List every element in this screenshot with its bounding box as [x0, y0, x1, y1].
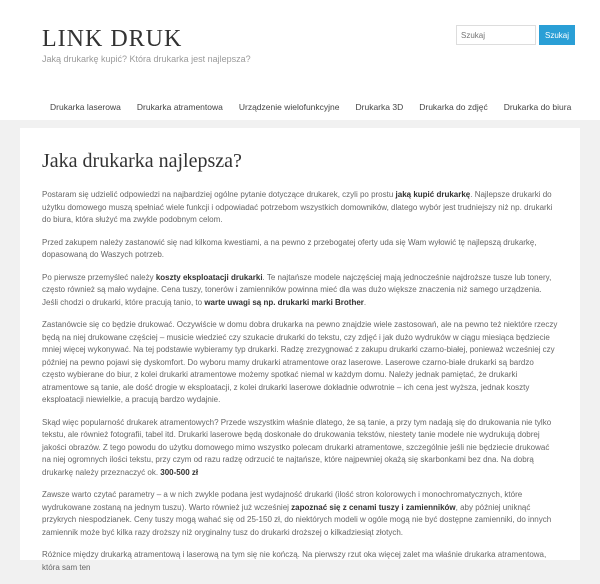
article-paragraph-6	[42, 489, 558, 539]
article-paragraph-1	[42, 189, 558, 227]
site-header	[0, 0, 600, 120]
paragraph-text: Postaram się udzielić odpowiedzi na najbardziej ogólne pytanie dotyczące drukarek, czyli po prostu	[42, 190, 396, 199]
article-title: Jaka drukarka najlepsza?	[42, 150, 558, 173]
nav-item-urzadzenie-wielofunkcyjne[interactable]: Urządzenie wielofunkcyjne	[231, 96, 348, 119]
article-paragraph-4: Zastanówcie się co będzie drukować. Oczywiście w domu dobra drukarka na pewno znajdzie wiele zastosowań, ale na pewno też niektóre rzeczy będą na niej drukowane częściej – musicie wiedzieć czy szukacie drukarki do tekstu, czy zdjęć i jak dużo wydruków w ciągu miesiąca będziecie mniej więcej wykonywać. Na tej podstawie wybieramy typ drukarki. Radzę zrezygnować z zakupu drukarki czarno-białej, ponieważ wcześniej czy później na pewno pojawi się dyskomfort. Do wyboru mamy drukarki atramentowe oraz laserowe. Laserowe czarno-białe drukarki są bardzo często wybierane do biur, z kolei drukarki atramentowe możemy spotkać niemal w każdym domu. Należy jednak pamiętać, że drukarki atramentowe są tanie, ale dość drogie w eksploatacji, z kolei drukarki laserowe dokładnie odwrotnie – ich cena jest wyższa, jednak koszty eksploatacji niewielkie, a pracują bardzo wydajnie.	[42, 319, 558, 407]
nav-item-drukarka-do-biura[interactable]: Drukarka do biura	[496, 96, 580, 119]
nav-item-drukarka-atramentowa[interactable]: Drukarka atramentowa	[129, 96, 231, 119]
bold-text: koszty eksploatacji drukarki	[156, 273, 263, 282]
bold-text: jaką kupić drukarkę	[396, 190, 471, 199]
article-paragraph-5	[42, 417, 558, 480]
article	[42, 150, 558, 584]
nav-item-drukarka-do-zdjec[interactable]: Drukarka do zdjęć	[411, 96, 496, 119]
brother-printers-link[interactable]: warte uwagi są np. drukarki marki Brother	[204, 298, 364, 307]
article-paragraph-3	[42, 272, 558, 310]
site-description: Jaką drukarkę kupić? Która drukarka jest najlepsza?	[42, 54, 251, 64]
article-paragraph-2: Przed zakupem należy zastanowić się nad kilkoma kwestiami, a na pewno z przebogatej oferty uda się Wam wyłowić tę najlepszą drukarkę, dopasowaną do Waszych potrzeb.	[42, 237, 558, 262]
search-input[interactable]	[456, 25, 536, 45]
site-title[interactable]: LINK DRUK	[42, 26, 182, 53]
main-content	[20, 128, 580, 560]
paragraph-text: Zawsze warto czytać parametry – a w nich zwykle podana jest wydajność drukarki (ilość stron kolorowych i monochromatycznych, które wydrukowane zostaną na jednym tuszu). Warto również już wcześniej	[42, 490, 522, 512]
search-button[interactable]: Szukaj	[539, 25, 575, 45]
main-navigation	[42, 96, 580, 119]
paragraph-text: , aby później uniknąć przykrych niespodzianek. Ceny tuszy mogą wahać się od 25-150 zł, do niektórych modeli w ogóle mogą nie być dostępne zamienniki, do innych zamiennik może być kilka razy droższy niż oryginalny tusz do drukarki droższej o kilkadziesiąt złotych.	[42, 503, 551, 537]
paragraph-text: Skąd więc popularność drukarek atramentowych? Przede wszystkim właśnie dlatego, że są tanie, a przy tym nadają się do drukowania nie tylko tekstu, ale również fotografii, tabel itd. Drukarki laserowe będą doskonałe do drukowania tekstów, niestety tanie modele nie wydrukują dobrej jakości obrazów. Z tego powodu do użytku domowego mimo wszystko polecam drukarki atramentowe, szczególnie jeśli nie będziecie drukować na niej ogromnych ilości tekstu, przy czym od razu radzę odrzucić te najtańsze, które najpewniej okażą się skarbonkami bez dna. Na dobrą drukarkę należy przeznaczyć ok.	[42, 418, 551, 477]
nav-item-drukarka-3d[interactable]: Drukarka 3D	[348, 96, 412, 119]
article-paragraph-7: Różnice między drukarką atramentową i laserową na tym się nie kończą. Na pierwszy rzut oka więcej zalet ma właśnie drukarka atramentowa, która sam ten	[42, 549, 558, 574]
paragraph-text: . Najlepsze drukarki do użytku domowego muszą spełniać wiele funkcji i odpowiadać potrzebom wszystkich domowników, dlatego wybór jest trudniejszy niż np. drukarki do biura, która służyć ma zwykle podobnym celom.	[42, 190, 552, 224]
nav-item-drukarka-laserowa[interactable]: Drukarka laserowa	[42, 96, 129, 119]
paragraph-text: Po pierwsze przemyśleć należy	[42, 273, 156, 282]
bold-text: 300-500 zł	[160, 468, 198, 477]
paragraph-text: .	[364, 298, 366, 307]
paragraph-text: . Te najtańsze modele najczęściej mają jednocześnie najdroższe tusze lub tonery, często również są mało wydajne. Cena tuszy, tonerów i zamienników powinna mieć dla was dużo większe znaczenia niż samego urządzenia. Jeśli chodzi o drukarki, które pracują tanio, to	[42, 273, 551, 307]
search-form	[456, 25, 575, 45]
bold-text: zapoznać się z cenami tuszy i zamienników	[291, 503, 456, 512]
